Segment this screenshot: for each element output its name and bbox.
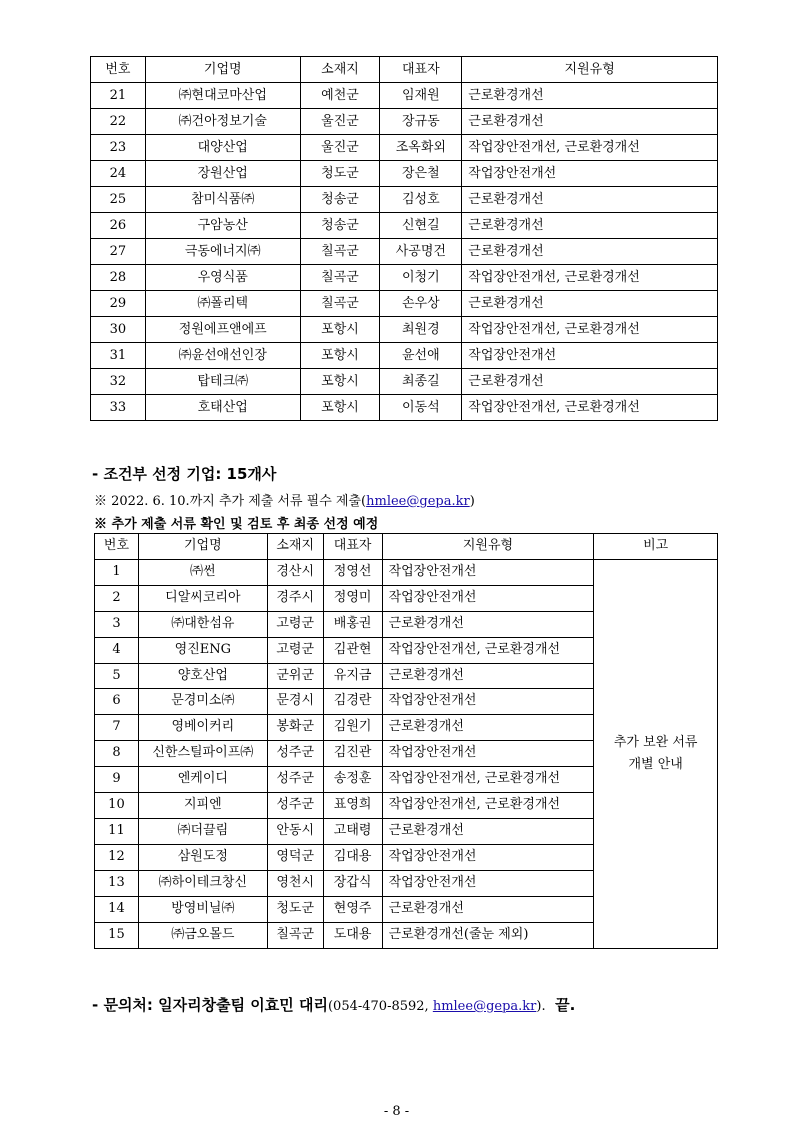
cell-ceo: 손우상 [380,291,462,317]
cell-ceo: 고태령 [323,818,382,844]
cell-company: ㈜폴리텍 [145,291,300,317]
cell-location: 경주시 [267,585,323,611]
cell-location: 울진군 [300,135,380,161]
cell-number: 10 [95,793,139,819]
cell-company: 탑테크㈜ [145,369,300,395]
cell-support-type: 근로환경개선 [462,83,718,109]
section-title: - 조건부 선정 기업: 15개사 [92,465,277,483]
cell-number: 2 [95,585,139,611]
cell-support-type: 작업장안전개선 [382,870,594,896]
table-row [91,265,718,291]
cell-ceo: 조옥화외 [380,135,462,161]
table-row [91,343,718,369]
cell-support-type: 근로환경개선 [462,291,718,317]
cell-ceo: 도대용 [323,922,382,948]
table-row [91,317,718,343]
cell-company: 대양산업 [145,135,300,161]
cell-support-type: 작업장안전개선, 근로환경개선 [462,395,718,421]
cell-number: 4 [95,637,139,663]
review-note: ※ 추가 제출 서류 확인 및 검토 후 최종 선정 예정 [94,517,379,532]
cell-company: 엔케이디 [138,767,267,793]
cell-ceo: 사공명건 [380,239,462,265]
cell-company: 영진ENG [138,637,267,663]
table-header-row [91,57,718,83]
cell-location: 성주군 [267,767,323,793]
cell-support-type: 작업장안전개선 [382,689,594,715]
cell-ceo: 배홍권 [323,611,382,637]
cell-location: 청송군 [300,187,380,213]
cell-company: 방영비닐㈜ [138,896,267,922]
cell-support-type: 작업장안전개선, 근로환경개선 [462,135,718,161]
table-row [91,291,718,317]
table-row [91,395,718,421]
cell-location: 칠곡군 [267,922,323,948]
company-table-1 [90,56,718,421]
table-row [91,239,718,265]
cell-ceo: 장은철 [380,161,462,187]
cell-support-type: 작업장안전개선 [462,161,718,187]
cell-support-type: 작업장안전개선, 근로환경개선 [462,317,718,343]
cell-support-type: 근로환경개선 [382,818,594,844]
cell-support-type: 작업장안전개선 [382,559,594,585]
cell-location: 칠곡군 [300,265,380,291]
cell-number: 31 [91,343,146,369]
cell-support-type: 작업장안전개선 [382,585,594,611]
cell-company: ㈜썬 [138,559,267,585]
header-number: 번호 [95,534,139,560]
remarks-line-2: 개별 안내 [628,756,683,772]
header-support-type: 지원유형 [382,534,594,560]
cell-number: 29 [91,291,146,317]
cell-number: 22 [91,109,146,135]
cell-support-type: 근로환경개선 [382,715,594,741]
cell-location: 포항시 [300,317,380,343]
cell-support-type: 근로환경개선 [382,896,594,922]
cell-location: 안동시 [267,818,323,844]
cell-support-type: 작업장안전개선, 근로환경개선 [382,793,594,819]
cell-ceo: 장규동 [380,109,462,135]
table-header-row [95,534,718,560]
cell-company: 지피엔 [138,793,267,819]
cell-company: ㈜더끌림 [138,818,267,844]
cell-location: 울진군 [300,109,380,135]
cell-ceo: 표영희 [323,793,382,819]
table-row [91,213,718,239]
cell-location: 봉화군 [267,715,323,741]
cell-ceo: 김진관 [323,741,382,767]
cell-company: 신한스틸파이프㈜ [138,741,267,767]
cell-company: 호태산업 [145,395,300,421]
remarks-cell [594,559,718,948]
cell-number: 8 [95,741,139,767]
cell-number: 5 [95,663,139,689]
cell-number: 27 [91,239,146,265]
cell-ceo: 김관현 [323,637,382,663]
cell-location: 칠곡군 [300,239,380,265]
cell-company: ㈜건아정보기술 [145,109,300,135]
contact-label: - 문의처: 일자리창출팀 이효민 대리 [92,996,328,1014]
cell-company: 디알씨코리아 [138,585,267,611]
cell-ceo: 김원기 [323,715,382,741]
cell-ceo: 정영미 [323,585,382,611]
cell-ceo: 이청기 [380,265,462,291]
submission-note-end: ) [469,494,475,509]
cell-support-type: 작업장안전개선, 근로환경개선 [382,637,594,663]
cell-ceo: 신현길 [380,213,462,239]
cell-location: 경산시 [267,559,323,585]
cell-number: 24 [91,161,146,187]
cell-ceo: 최원경 [380,317,462,343]
cell-location: 고령군 [267,637,323,663]
contact-line [92,994,575,1015]
cell-ceo: 유지금 [323,663,382,689]
cell-number: 1 [95,559,139,585]
table-row [91,161,718,187]
cell-company: ㈜금오몰드 [138,922,267,948]
cell-number: 14 [95,896,139,922]
cell-location: 예천군 [300,83,380,109]
cell-location: 문경시 [267,689,323,715]
cell-number: 12 [95,844,139,870]
cell-company: 우영식품 [145,265,300,291]
cell-support-type: 근로환경개선 [462,109,718,135]
cell-company: 극동에너지㈜ [145,239,300,265]
header-ceo: 대표자 [323,534,382,560]
cell-company: 정원에프앤에프 [145,317,300,343]
table-row [95,559,718,585]
cell-location: 포항시 [300,369,380,395]
cell-company: 참미식품㈜ [145,187,300,213]
cell-number: 23 [91,135,146,161]
cell-support-type: 작업장안전개선 [382,844,594,870]
cell-number: 32 [91,369,146,395]
submission-note [94,490,475,509]
cell-support-type: 근로환경개선 [462,213,718,239]
remarks-line-1: 추가 보완 서류 [613,734,698,750]
cell-support-type: 작업장안전개선 [462,343,718,369]
cell-ceo: 김성호 [380,187,462,213]
cell-ceo: 김대용 [323,844,382,870]
cell-ceo: 정영선 [323,559,382,585]
contact-email-link[interactable]: hmlee@gepa.kr [432,999,537,1014]
cell-number: 26 [91,213,146,239]
cell-location: 고령군 [267,611,323,637]
cell-company: ㈜현대코마산업 [145,83,300,109]
cell-number: 33 [91,395,146,421]
cell-location: 성주군 [267,741,323,767]
cell-support-type: 근로환경개선(줄눈 제외) [382,922,594,948]
cell-company: 구암농산 [145,213,300,239]
cell-number: 3 [95,611,139,637]
cell-ceo: 윤선애 [380,343,462,369]
company-table-2 [94,533,718,949]
table-row [91,109,718,135]
cell-company: 영베이커리 [138,715,267,741]
cell-company: 양호산업 [138,663,267,689]
cell-number: 13 [95,870,139,896]
header-company: 기업명 [138,534,267,560]
cell-company: 삼원도정 [138,844,267,870]
cell-support-type: 작업장안전개선, 근로환경개선 [382,767,594,793]
header-location: 소재지 [267,534,323,560]
cell-location: 영덕군 [267,844,323,870]
cell-support-type: 근로환경개선 [462,187,718,213]
header-support-type: 지원유형 [462,57,718,83]
cell-number: 21 [91,83,146,109]
cell-location: 칠곡군 [300,291,380,317]
cell-number: 25 [91,187,146,213]
cell-support-type: 근로환경개선 [382,663,594,689]
cell-company: ㈜하이테크창신 [138,870,267,896]
table-row [91,135,718,161]
cell-company: 문경미소㈜ [138,689,267,715]
cell-number: 9 [95,767,139,793]
cell-location: 포항시 [300,343,380,369]
cell-company: 장원산업 [145,161,300,187]
table-row [91,369,718,395]
cell-location: 청송군 [300,213,380,239]
cell-number: 30 [91,317,146,343]
cell-location: 군위군 [267,663,323,689]
cell-company: ㈜대한섬유 [138,611,267,637]
cell-location: 성주군 [267,793,323,819]
cell-number: 7 [95,715,139,741]
cell-support-type: 근로환경개선 [462,369,718,395]
table-row [91,187,718,213]
table-row [91,83,718,109]
cell-ceo: 장갑식 [323,870,382,896]
cell-ceo: 최종길 [380,369,462,395]
cell-support-type: 근로환경개선 [382,611,594,637]
cell-number: 15 [95,922,139,948]
cell-location: 영천시 [267,870,323,896]
cell-company: ㈜윤선애선인장 [145,343,300,369]
contact-tail: ). [536,999,546,1014]
submission-note-text: ※ 2022. 6. 10.까지 추가 제출 서류 필수 제출( [94,494,367,509]
header-ceo: 대표자 [380,57,462,83]
cell-location: 청도군 [300,161,380,187]
header-remarks: 비고 [594,534,718,560]
cell-support-type: 작업장안전개선 [382,741,594,767]
email-link[interactable]: hmlee@gepa.kr [366,494,470,509]
cell-ceo: 현영주 [323,896,382,922]
cell-support-type: 작업장안전개선, 근로환경개선 [462,265,718,291]
cell-ceo: 임재원 [380,83,462,109]
cell-number: 28 [91,265,146,291]
cell-support-type: 근로환경개선 [462,239,718,265]
page-number: - 8 - [383,1104,410,1119]
contact-phone: (054-470-8592, [327,999,433,1014]
cell-location: 포항시 [300,395,380,421]
cell-ceo: 이동석 [380,395,462,421]
cell-ceo: 김경란 [323,689,382,715]
end-mark: 끝. [555,996,576,1014]
header-company: 기업명 [145,57,300,83]
cell-location: 청도군 [267,896,323,922]
header-location: 소재지 [300,57,380,83]
cell-ceo: 송정훈 [323,767,382,793]
cell-number: 6 [95,689,139,715]
header-number: 번호 [91,57,146,83]
cell-number: 11 [95,818,139,844]
